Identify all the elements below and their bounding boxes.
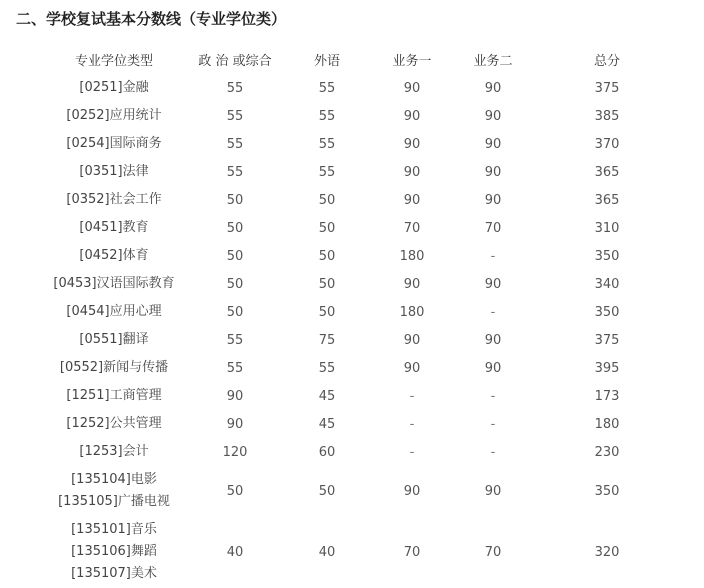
cell-politics: 55 <box>226 108 244 124</box>
table-header-row <box>40 44 680 74</box>
cell-major <box>40 186 188 214</box>
table-row <box>40 158 680 186</box>
cell-major <box>40 158 188 186</box>
cell-foreign-language: 50 <box>318 220 336 236</box>
cell-subject-two: 90 <box>484 80 502 96</box>
cell-subject-one: - <box>409 388 415 404</box>
cell-politics: 50 <box>226 483 244 499</box>
header-subject-one: 业务一 <box>392 53 432 69</box>
cell-subject-one: 90 <box>403 80 421 96</box>
cell-subject-two: - <box>490 444 496 460</box>
major-name: [1253]会计 <box>79 444 149 459</box>
cell-total: 385 <box>594 108 620 124</box>
major-name: [1251]工商管理 <box>66 388 162 403</box>
table-row <box>40 186 680 214</box>
major-name: [0451]教育 <box>79 220 149 235</box>
major-name: [135105]广播电视 <box>58 494 170 509</box>
cell-subject-two: 90 <box>484 360 502 376</box>
major-name: [0251]金融 <box>79 80 149 95</box>
table-row <box>40 410 680 438</box>
score-table <box>40 44 680 588</box>
cell-subject-two: 90 <box>484 108 502 124</box>
cell-politics: 50 <box>226 276 244 292</box>
cell-subject-one: 70 <box>403 544 421 560</box>
cell-total: 375 <box>594 80 620 96</box>
cell-total: 230 <box>594 444 620 460</box>
table-row <box>40 354 680 382</box>
cell-politics: 55 <box>226 80 244 96</box>
cell-major <box>40 298 188 326</box>
cell-subject-two: 90 <box>484 136 502 152</box>
table-row <box>40 326 680 354</box>
cell-total: 310 <box>594 220 620 236</box>
header-total: 总分 <box>593 53 620 69</box>
cell-subject-two: 70 <box>484 544 502 560</box>
header-foreign-language: 外语 <box>313 53 340 69</box>
cell-major <box>40 74 188 102</box>
table-row <box>40 516 680 588</box>
cell-subject-two: 90 <box>484 332 502 348</box>
major-name: [0452]体育 <box>79 248 149 263</box>
cell-major <box>40 410 188 438</box>
cell-foreign-language: 50 <box>318 192 336 208</box>
cell-politics: 40 <box>226 544 244 560</box>
cell-subject-one: 70 <box>403 220 421 236</box>
cell-foreign-language: 75 <box>318 332 336 348</box>
cell-foreign-language: 50 <box>318 304 336 320</box>
cell-foreign-language: 55 <box>318 360 336 376</box>
cell-total: 365 <box>594 192 620 208</box>
cell-politics: 50 <box>226 304 244 320</box>
major-name: [0254]国际商务 <box>66 136 162 151</box>
major-name: [1252]公共管理 <box>66 416 162 431</box>
cell-subject-two: 70 <box>484 220 502 236</box>
cell-subject-two: - <box>490 304 496 320</box>
cell-foreign-language: 40 <box>318 544 336 560</box>
cell-major <box>40 130 188 158</box>
table-row <box>40 130 680 158</box>
cell-total: 180 <box>594 416 620 432</box>
table-body <box>40 74 680 588</box>
cell-subject-two: 90 <box>484 164 502 180</box>
cell-foreign-language: 45 <box>318 388 336 404</box>
cell-major <box>40 516 188 588</box>
cell-subject-one: - <box>409 416 415 432</box>
table-row <box>40 382 680 410</box>
cell-politics: 55 <box>226 136 244 152</box>
major-name: [0551]翻译 <box>79 332 149 347</box>
major-name: [0454]应用心理 <box>66 304 162 319</box>
cell-total: 320 <box>594 544 620 560</box>
table-row <box>40 74 680 102</box>
header-major: 专业学位类型 <box>74 53 153 69</box>
cell-major <box>40 270 188 298</box>
table-row <box>40 466 680 516</box>
table-row <box>40 242 680 270</box>
cell-foreign-language: 45 <box>318 416 336 432</box>
cell-politics: 120 <box>222 444 248 460</box>
cell-foreign-language: 50 <box>318 483 336 499</box>
cell-major <box>40 242 188 270</box>
cell-politics: 50 <box>226 220 244 236</box>
cell-total: 375 <box>594 332 620 348</box>
cell-subject-two: - <box>490 416 496 432</box>
cell-major <box>40 466 188 516</box>
cell-politics: 55 <box>226 332 244 348</box>
cell-foreign-language: 60 <box>318 444 336 460</box>
cell-major <box>40 326 188 354</box>
cell-foreign-language: 50 <box>318 276 336 292</box>
cell-foreign-language: 55 <box>318 80 336 96</box>
cell-politics: 90 <box>226 388 244 404</box>
cell-subject-one: - <box>409 444 415 460</box>
major-name: [135104]电影 <box>71 472 157 487</box>
cell-total: 370 <box>594 136 620 152</box>
cell-major <box>40 102 188 130</box>
major-name: [135107]美术 <box>71 566 157 581</box>
cell-subject-one: 90 <box>403 276 421 292</box>
cell-subject-two: 90 <box>484 483 502 499</box>
cell-major <box>40 354 188 382</box>
cell-subject-one: 90 <box>403 108 421 124</box>
header-politics: 政 治 或综合 <box>198 53 272 69</box>
cell-major <box>40 214 188 242</box>
cell-major <box>40 382 188 410</box>
table-row <box>40 298 680 326</box>
major-name: [0351]法律 <box>79 164 149 179</box>
cell-subject-two: 90 <box>484 276 502 292</box>
major-name: [0453]汉语国际教育 <box>53 276 175 291</box>
table-row <box>40 102 680 130</box>
cell-total: 395 <box>594 360 620 376</box>
cell-politics: 55 <box>226 164 244 180</box>
header-subject-two: 业务二 <box>473 53 513 69</box>
cell-subject-two: - <box>490 248 496 264</box>
cell-total: 173 <box>594 388 620 404</box>
table-row <box>40 214 680 242</box>
major-name: [0252]应用统计 <box>66 108 162 123</box>
cell-politics: 50 <box>226 248 244 264</box>
cell-subject-two: - <box>490 388 496 404</box>
cell-subject-one: 90 <box>403 483 421 499</box>
cell-politics: 90 <box>226 416 244 432</box>
major-name: [0552]新闻与传播 <box>59 360 169 375</box>
cell-foreign-language: 55 <box>318 136 336 152</box>
cell-total: 350 <box>594 248 620 264</box>
cell-total: 365 <box>594 164 620 180</box>
section-title: 二、学校复试基本分数线（专业学位类） <box>16 10 287 28</box>
cell-subject-one: 180 <box>399 248 425 264</box>
cell-total: 350 <box>594 483 620 499</box>
cell-major <box>40 438 188 466</box>
cell-subject-two: 90 <box>484 192 502 208</box>
cell-politics: 50 <box>226 192 244 208</box>
cell-total: 350 <box>594 304 620 320</box>
cell-subject-one: 90 <box>403 332 421 348</box>
cell-foreign-language: 55 <box>318 108 336 124</box>
cell-subject-one: 90 <box>403 136 421 152</box>
cell-subject-one: 90 <box>403 192 421 208</box>
cell-foreign-language: 50 <box>318 248 336 264</box>
cell-subject-one: 180 <box>399 304 425 320</box>
major-name: [135106]舞蹈 <box>71 544 157 559</box>
cell-foreign-language: 55 <box>318 164 336 180</box>
cell-total: 340 <box>594 276 620 292</box>
cell-subject-one: 90 <box>403 164 421 180</box>
major-name: [0352]社会工作 <box>66 192 162 207</box>
cell-subject-one: 90 <box>403 360 421 376</box>
cell-politics: 55 <box>226 360 244 376</box>
major-name: [135101]音乐 <box>71 522 157 537</box>
table-row <box>40 270 680 298</box>
table-row <box>40 438 680 466</box>
